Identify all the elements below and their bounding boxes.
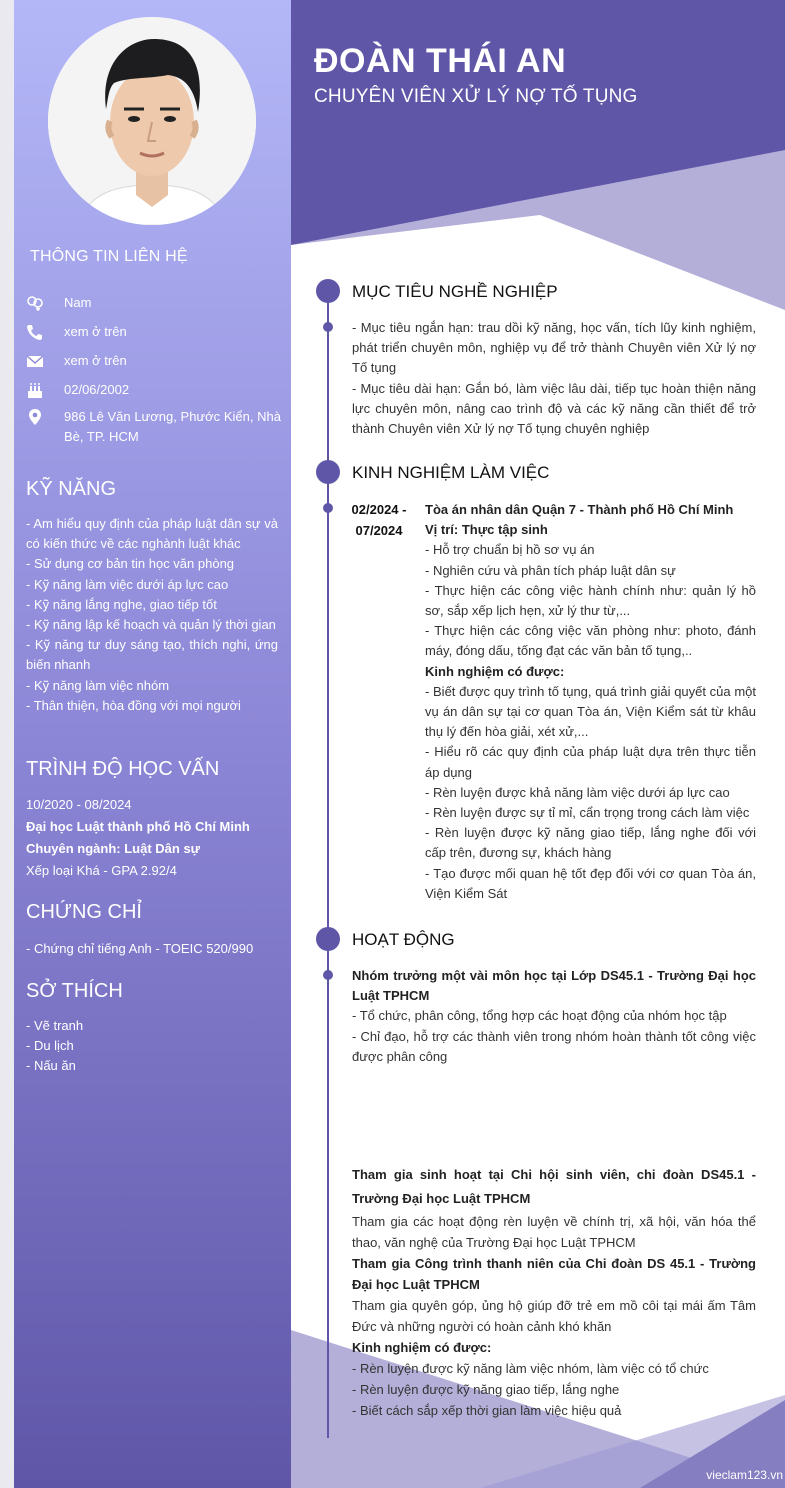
skill-item: - Kỹ năng lập kế hoạch và quản lý thời gian xyxy=(26,617,276,633)
skills-heading: KỸ NĂNG xyxy=(26,478,117,500)
experience-task: - Hỗ trợ chuẩn bị hồ sơ vụ án xyxy=(425,542,595,558)
skill-item: - Am hiểu quy định của pháp luật dân sự và có kiến thức về các nghành luật khác xyxy=(26,516,278,552)
experience-gained-item: - Rèn luyện được sự tỉ mỉ, cẩn trọng trong cách làm việc xyxy=(425,805,750,821)
experience-date xyxy=(346,500,412,541)
certificates-list xyxy=(26,939,278,959)
watermark: vieclam123.vn xyxy=(706,1468,783,1482)
experience-gained-item: - Biết được quy trình tố tụng, quá trình giải quyết của một vụ án dân sự tại cơ quan Tòa án, Viện Kiểm sát từ khâu thụ lý đến hòa giải, xét xử,... xyxy=(425,683,756,740)
experience-gained-item: - Tạo được mối quan hệ tốt đẹp đối với cơ quan Tòa án, Viện Kiểm Sát xyxy=(425,865,756,901)
location-pin-icon xyxy=(26,409,44,425)
contact-email-text: xem ở trên xyxy=(64,353,127,368)
gender-icon xyxy=(26,295,44,311)
education-school: Đại học Luật thành phố Hồ Chí Minh xyxy=(26,819,250,834)
skill-item: - Kỹ năng làm việc dưới áp lực cao xyxy=(26,576,229,592)
contact-gender-text: Nam xyxy=(64,295,92,310)
experience-gained-item: - Hiểu rõ các quy định của pháp luật dựa trên thực tiễn áp dụng xyxy=(425,744,756,780)
timeline-dot-small xyxy=(323,970,333,980)
certificates-heading: CHỨNG CHỈ xyxy=(26,901,142,923)
timeline-dot xyxy=(316,460,340,484)
activity-gained-item: - Rèn luyện được kỹ năng giao tiếp, lắng nghe xyxy=(352,1382,620,1397)
experience-position: Vị trí: Thực tập sinh xyxy=(425,522,548,538)
experience-date-start: 02/2024 - xyxy=(351,502,407,517)
left-margin-strip xyxy=(0,0,14,1488)
activity-item: - Tổ chức, phân công, tổng hợp các hoạt động của nhóm học tập xyxy=(352,1008,727,1024)
objective-paragraph: - Mục tiêu dài hạn: Gắn bó, làm việc lâu dài, tiếp tục hoàn thiện năng lực chuyên môn, nâng cao trình độ và các kỹ năng cần thiết để trở thành Chuyên viên Xử lý nợ Tố tụng chuyên nghiệp xyxy=(352,380,756,437)
portrait-photo xyxy=(48,17,256,225)
activity-gained-heading: Kinh nghiệm có được: xyxy=(352,1340,492,1355)
experience-details xyxy=(425,500,756,904)
timeline-dot-small xyxy=(323,322,333,332)
hobby-item: - Du lịch xyxy=(26,1038,74,1054)
phone-icon xyxy=(26,324,44,340)
hobbies-list xyxy=(26,1016,278,1077)
skill-item: - Sử dụng cơ bản tin học văn phòng xyxy=(26,556,235,572)
skill-item: - Kỹ năng làm việc nhóm xyxy=(26,677,170,693)
contact-phone-text: xem ở trên xyxy=(64,324,127,339)
activity-gained-item: - Rèn luyện được kỹ năng làm việc nhóm, làm việc có tổ chức xyxy=(352,1361,709,1376)
activity-text: Tham gia quyên góp, ủng hộ giúp đỡ trẻ em mồ côi tại mái ấm Tâm Đức và những người có hoàn cảnh khó khăn xyxy=(352,1298,756,1334)
experience-company: Tòa án nhân dân Quận 7 - Thành phố Hồ Chí Minh xyxy=(425,502,734,517)
birthday-cake-icon xyxy=(26,382,44,398)
education-major: Chuyên ngành: Luật Dân sự xyxy=(26,841,201,856)
timeline-dot xyxy=(316,927,340,951)
experience-task: - Thực hiện các công việc hành chính như: quản lý hồ sơ, sắp xếp lịch hẹn, xử lý thư từ,... xyxy=(425,582,756,619)
certificate-item: - Chứng chỉ tiếng Anh - TOEIC 520/990 xyxy=(26,941,254,956)
activity-text: Tham gia các hoạt động rèn luyện về chính trị, xã hội, văn hóa thể thao, văn nghệ của Trường Đại học Luật TPHCM xyxy=(352,1214,756,1250)
activity-first xyxy=(352,966,756,1067)
activity-title: Nhóm trưởng một vài môn học tại Lớp DS45.1 - Trường Đại học Luật TPHCM xyxy=(352,968,756,1004)
objective-heading: MỤC TIÊU NGHỀ NGHIỆP xyxy=(352,282,558,301)
avatar xyxy=(48,17,256,225)
contact-birthday-text: 02/06/2002 xyxy=(64,382,130,397)
experience-date-end: 07/2024 xyxy=(355,522,403,538)
candidate-position: CHUYÊN VIÊN XỬ LÝ NỢ TỐ TỤNG xyxy=(314,86,638,107)
activity-second xyxy=(352,1163,756,1421)
contact-address-text: 986 Lê Văn Lương, Phước Kiển, Nhà Bè, TP. HCM xyxy=(64,409,281,444)
contact-heading: THÔNG TIN LIÊN HỆ xyxy=(30,248,188,265)
skill-item: - Kỹ năng lắng nghe, giao tiếp tốt xyxy=(26,596,217,612)
education-block xyxy=(26,794,278,882)
skills-list xyxy=(26,514,278,716)
hobby-item: - Nấu ăn xyxy=(26,1058,76,1074)
hobby-item: - Vẽ tranh xyxy=(26,1018,84,1033)
email-icon xyxy=(26,353,44,369)
contact-item-address xyxy=(26,407,281,449)
candidate-name: ĐOÀN THÁI AN xyxy=(314,42,567,80)
activity-gained-item: - Biết cách sắp xếp thời gian làm việc hiệu quả xyxy=(352,1403,622,1418)
activity-item: - Chỉ đạo, hỗ trợ các thành viên trong nhóm hoàn thành tốt công việc được phân công xyxy=(352,1028,756,1064)
education-grade: Xếp loại Khá - GPA 2.92/4 xyxy=(26,863,177,878)
experience-gained-heading: Kinh nghiệm có được: xyxy=(425,663,565,679)
timeline-dot xyxy=(316,279,340,303)
education-period: 10/2020 - 08/2024 xyxy=(26,797,132,812)
activity-title: Tham gia Công trình thanh niên của Chi đoàn DS 45.1 - Trường Đại học Luật TPHCM xyxy=(352,1256,756,1292)
skill-item: - Thân thiện, hòa đồng với mọi người xyxy=(26,697,241,713)
experience-gained-item: - Rèn luyện được kỹ năng giao tiếp, lắng nghe đối với cấp trên, đương sự, khách hàng xyxy=(425,825,756,861)
hobbies-heading: SỞ THÍCH xyxy=(26,980,123,1002)
activities-heading: HOẠT ĐỘNG xyxy=(352,930,455,949)
education-heading: TRÌNH ĐỘ HỌC VẤN xyxy=(26,758,220,780)
sidebar xyxy=(14,0,291,1488)
experience-gained-item: - Rèn luyện được khả năng làm việc dưới áp lực cao xyxy=(425,784,730,800)
experience-task: - Thực hiện các công việc văn phòng như: photo, đánh máy, đóng dấu, tống đạt các văn bản tố tụng,.. xyxy=(425,623,756,659)
experience-heading: KINH NGHIỆM LÀM VIỆC xyxy=(352,463,550,482)
objective-text xyxy=(352,318,756,439)
skill-item: - Kỹ năng tư duy sáng tạo, thích nghi, ứng biến nhanh xyxy=(26,637,278,673)
experience-task: - Nghiên cứu và phân tích pháp luật dân sự xyxy=(425,562,676,578)
objective-paragraph: - Mục tiêu ngắn hạn: trau dồi kỹ năng, học vấn, tích lũy kinh nghiệm, phát triển chuyên môn, nghiệp vụ để trở thành Chuyên viên Xử lý nợ Tố tụng xyxy=(352,320,756,376)
timeline-dot-small xyxy=(323,503,333,513)
activity-title: Tham gia sinh hoạt tại Chi hội sinh viên, chi đoàn DS45.1 - Trường Đại học Luật TPHCM xyxy=(352,1167,756,1206)
